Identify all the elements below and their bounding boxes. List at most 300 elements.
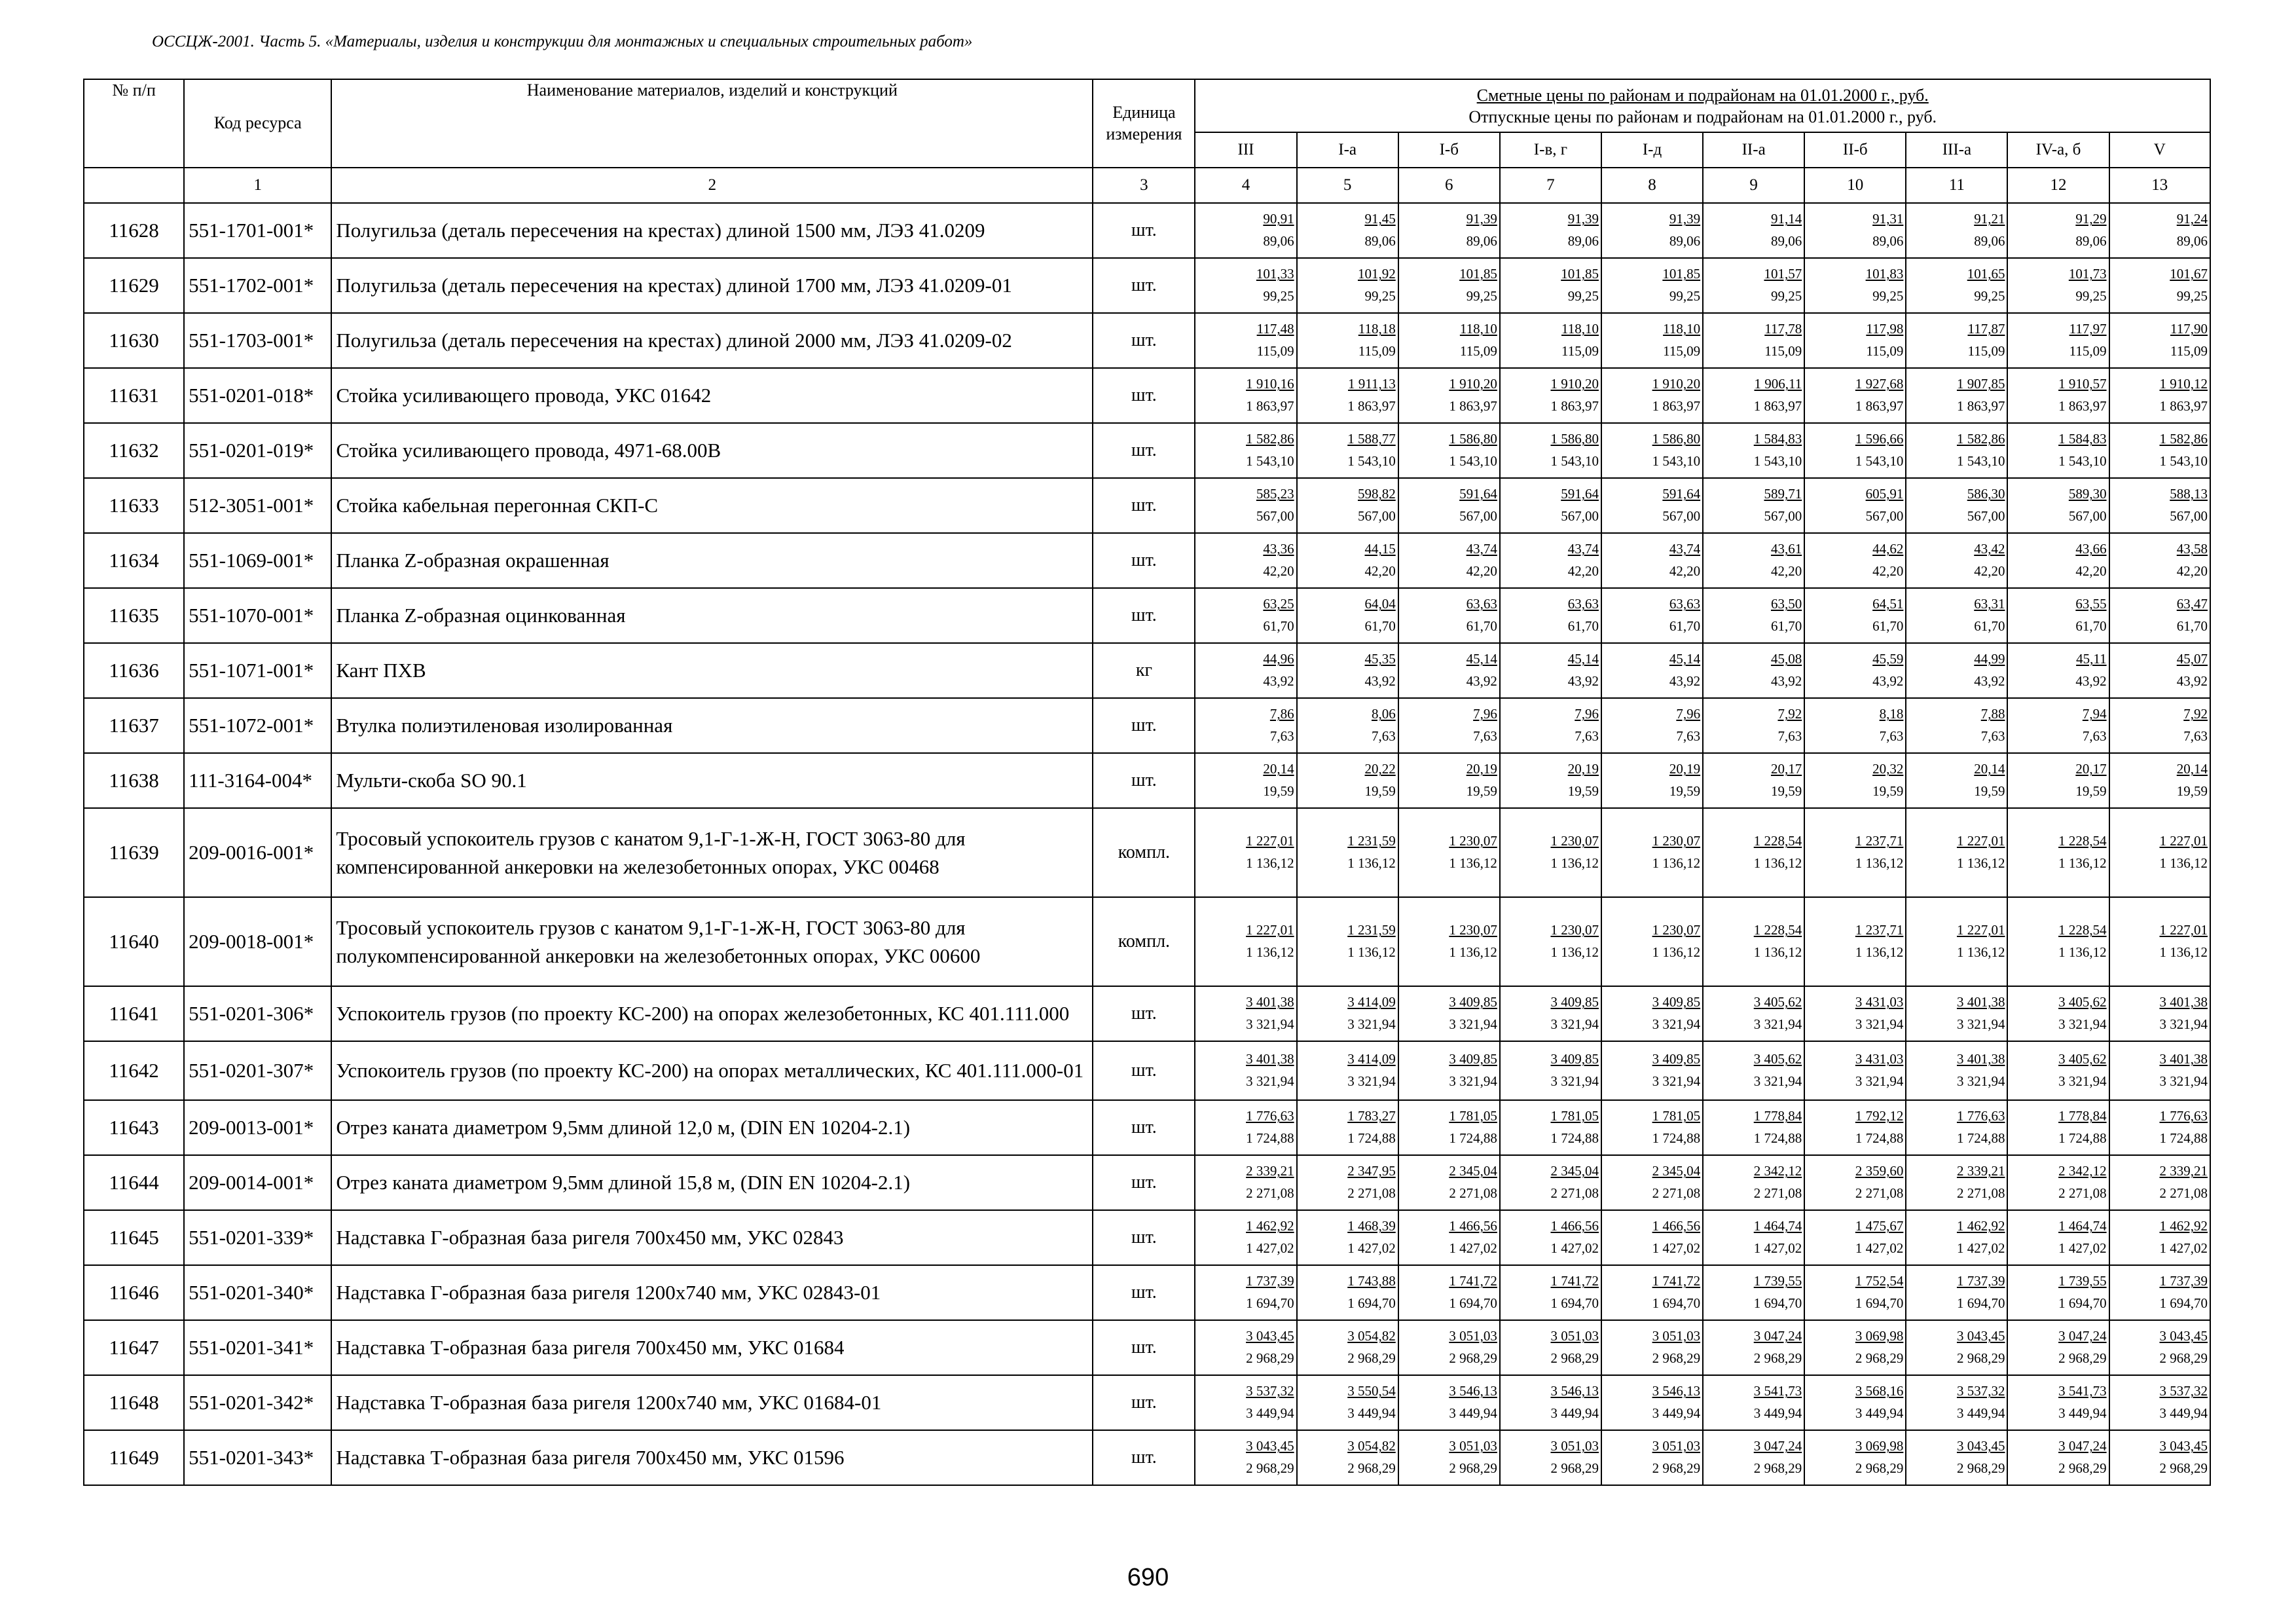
price-cell [1906,698,2007,753]
price-cell [1601,986,1703,1041]
estimate-price: 1 927,68 [1855,376,1904,392]
release-price: 2 271,08 [1753,1185,1802,1201]
price-cell [1804,478,1906,533]
price-cell [1297,808,1398,897]
estimate-price: 1 586,80 [1550,431,1599,447]
estimate-price: 101,33 [1256,266,1294,282]
resource-code: 209-0016-001* [184,808,331,897]
estimate-price: 43,74 [1466,541,1497,557]
price-cell [1703,1100,1804,1155]
release-price: 43,92 [1263,673,1294,689]
unit-cell: кг [1093,643,1195,698]
price-cell [1703,1430,1804,1485]
release-price: 1 724,88 [1246,1130,1294,1146]
price-cell [1906,753,2007,808]
price-cell [1804,423,1906,478]
price-cell [1297,588,1398,643]
price-cell [1297,1375,1398,1430]
resource-code: 551-1701-001* [184,203,331,258]
price-cell [1601,897,1703,986]
table-row [84,643,2210,698]
row-number: 11631 [84,368,184,423]
estimate-price: 1 227,01 [1246,922,1294,938]
price-cell [1906,1041,2007,1100]
price-cell [2007,258,2109,313]
price-cell [1398,368,1500,423]
price-cell [1906,1265,2007,1320]
price-cell [2007,897,2109,986]
price-cell [1601,313,1703,368]
release-price: 3 449,94 [1246,1405,1294,1421]
table-row [84,313,2210,368]
release-price: 115,09 [1967,343,2005,359]
estimate-price: 585,23 [1256,486,1294,502]
estimate-price: 20,32 [1872,761,1904,777]
estimate-price: 3 431,03 [1855,994,1904,1010]
price-cell [1703,313,1804,368]
release-price: 42,20 [1770,563,1802,579]
item-name: Стойка кабельная перегонная СКП-С [331,478,1093,533]
estimate-price: 117,87 [1967,321,2005,337]
estimate-price: 91,14 [1770,211,1802,227]
price-cell [1195,1210,1296,1265]
price-cell [1601,1430,1703,1485]
release-price: 2 968,29 [1246,1350,1294,1366]
item-name: Надставка Т-образная база ригеля 700х450 мм, УКС 01684 [331,1320,1093,1375]
estimate-price: 45,14 [1669,651,1701,667]
estimate-price: 3 043,45 [1246,1328,1294,1344]
estimate-price: 3 069,98 [1855,1438,1904,1454]
estimate-price: 20,19 [1669,761,1701,777]
price-cell [1297,423,1398,478]
release-price: 1 694,70 [1652,1295,1701,1311]
estimate-price: 3 043,45 [1246,1438,1294,1454]
estimate-price: 1 752,54 [1855,1273,1904,1289]
price-cell [1297,478,1398,533]
estimate-price: 118,18 [1358,321,1396,337]
estimate-price: 3 550,54 [1347,1383,1396,1399]
release-price: 3 321,94 [1246,1016,1294,1032]
release-price: 3 321,94 [1347,1073,1396,1089]
estimate-price: 1 792,12 [1855,1108,1904,1124]
estimate-price: 1 466,56 [1652,1218,1701,1234]
price-cell [1195,897,1296,986]
estimate-price: 3 401,38 [1956,994,2005,1010]
estimate-price: 1 781,05 [1449,1108,1497,1124]
release-price: 19,59 [1770,783,1802,799]
release-price: 1 136,12 [1550,944,1599,960]
estimate-price: 91,24 [2176,211,2208,227]
estimate-price: 1 227,01 [2159,833,2208,849]
estimate-price: 1 462,92 [1956,1218,2005,1234]
release-price: 567,00 [2068,508,2107,524]
release-price: 1 136,12 [1449,944,1497,960]
release-price: 1 863,97 [2058,398,2107,414]
region-header: III [1195,132,1296,168]
unit-cell: шт. [1093,1430,1195,1485]
release-price: 1 136,12 [2058,944,2107,960]
table-row [84,1210,2210,1265]
price-cell [1703,588,1804,643]
estimate-price: 1 582,86 [2159,431,2208,447]
estimate-price: 1 230,07 [1449,922,1497,938]
release-price: 1 694,70 [1347,1295,1396,1311]
price-cell [1195,1430,1296,1485]
column-number: 2 [331,168,1093,203]
price-cell [2007,423,2109,478]
estimate-price: 117,78 [1764,321,1802,337]
price-cell [1500,1210,1601,1265]
price-cell [1601,1041,1703,1100]
release-price: 1 427,02 [1956,1240,2005,1256]
release-price: 2 271,08 [1347,1185,1396,1201]
price-cell [1500,478,1601,533]
price-cell [1601,698,1703,753]
estimate-price: 7,86 [1269,706,1294,722]
column-number: 11 [1906,168,2007,203]
price-cell [1500,313,1601,368]
release-price: 115,09 [1459,343,1497,359]
release-price: 1 543,10 [2058,453,2107,469]
estimate-price: 117,90 [2170,321,2208,337]
estimate-price: 91,21 [1974,211,2005,227]
price-cell [1601,643,1703,698]
release-price: 3 321,94 [1550,1016,1599,1032]
resource-code: 551-1702-001* [184,258,331,313]
release-price: 1 694,70 [1550,1295,1599,1311]
price-cell [1703,1155,1804,1210]
release-price: 89,06 [1974,233,2005,249]
release-price: 2 968,29 [1956,1350,2005,1366]
estimate-price: 91,45 [1364,211,1396,227]
price-cell [1297,986,1398,1041]
price-cell [2007,1265,2109,1320]
release-price: 2 968,29 [1449,1350,1497,1366]
resource-code: 209-0014-001* [184,1155,331,1210]
release-price: 99,25 [1567,288,1599,304]
price-cell [1500,1320,1601,1375]
price-cell [1804,533,1906,588]
release-price: 2 968,29 [1449,1460,1497,1476]
estimate-price: 1 464,74 [2058,1218,2107,1234]
price-cell [1703,203,1804,258]
unit-cell: компл. [1093,897,1195,986]
release-price: 89,06 [1364,233,1396,249]
table-row [84,1041,2210,1100]
estimate-price: 3 051,03 [1550,1328,1599,1344]
release-price: 3 321,94 [1855,1073,1904,1089]
price-cell [1804,1320,1906,1375]
estimate-price: 118,10 [1561,321,1599,337]
release-price: 1 543,10 [1956,453,2005,469]
estimate-price: 1 230,07 [1449,833,1497,849]
estimate-price: 1 231,59 [1347,922,1396,938]
price-cell [1500,203,1601,258]
estimate-price: 1 586,80 [1652,431,1701,447]
release-price: 7,63 [1269,728,1294,744]
release-price: 2 968,29 [1855,1350,1904,1366]
release-price: 89,06 [1770,233,1802,249]
region-header: I-б [1398,132,1500,168]
estimate-price: 1 776,63 [2159,1108,2208,1124]
estimate-price: 1 778,84 [2058,1108,2107,1124]
estimate-price: 3 401,38 [1246,1051,1294,1067]
table-row [84,258,2210,313]
release-price: 7,63 [1575,728,1599,744]
release-price: 7,63 [1371,728,1396,744]
estimate-price: 591,64 [1561,486,1599,502]
release-price: 99,25 [2176,288,2208,304]
estimate-price: 7,88 [1980,706,2005,722]
estimate-price: 1 596,66 [1855,431,1904,447]
resource-code: 512-3051-001* [184,478,331,533]
estimate-price: 3 546,13 [1449,1383,1497,1399]
estimate-price: 1 237,71 [1855,922,1904,938]
release-price: 7,63 [1879,728,1904,744]
release-price: 2 968,29 [1347,1350,1396,1366]
price-cell [1703,478,1804,533]
release-price: 1 724,88 [1855,1130,1904,1146]
price-cell [1703,897,1804,986]
price-cell [1195,1375,1296,1430]
release-price: 2 968,29 [1855,1460,1904,1476]
release-price: 1 863,97 [1956,398,2005,414]
price-cell [1398,1155,1500,1210]
price-cell [1703,368,1804,423]
release-price: 115,09 [2170,343,2208,359]
item-name: Тросовый успокоитель грузов с канатом 9,1-Г-1-Ж-Н, ГОСТ 3063-80 для компенсированной анкеровки на железобетонных опорах, УКС 00468 [331,808,1093,897]
estimate-price: 1 227,01 [1246,833,1294,849]
estimate-price: 20,17 [2075,761,2107,777]
price-cell [2007,1320,2109,1375]
estimate-price: 101,67 [2170,266,2208,282]
estimate-price: 3 409,85 [1449,994,1497,1010]
table-row [84,368,2210,423]
row-number: 11633 [84,478,184,533]
estimate-price: 1 462,92 [1246,1218,1294,1234]
release-price: 1 136,12 [1753,855,1802,871]
release-price: 1 136,12 [2159,944,2208,960]
release-price: 567,00 [1662,508,1701,524]
release-price: 42,20 [1466,563,1497,579]
item-name: Полугильза (деталь пересечения на крестах) длиной 2000 мм, ЛЭЗ 41.0209-02 [331,313,1093,368]
row-number: 11649 [84,1430,184,1485]
release-price: 3 449,94 [2159,1405,2208,1421]
estimate-price: 3 069,98 [1855,1328,1904,1344]
release-price: 115,09 [1358,343,1396,359]
resource-code: 551-1703-001* [184,313,331,368]
row-number: 11644 [84,1155,184,1210]
estimate-price: 1 582,86 [1956,431,2005,447]
price-cell [1398,643,1500,698]
unit-cell: шт. [1093,588,1195,643]
price-cell [1398,478,1500,533]
price-cell [2007,1210,2109,1265]
price-cell [1500,1265,1601,1320]
table-row [84,203,2210,258]
estimate-price: 20,22 [1364,761,1396,777]
release-price: 2 271,08 [1652,1185,1701,1201]
price-cell [1297,1210,1398,1265]
unit-cell: шт. [1093,1155,1195,1210]
estimate-price: 1 230,07 [1550,833,1599,849]
release-price: 2 271,08 [1449,1185,1497,1201]
price-cell [1297,1155,1398,1210]
estimate-price: 1 911,13 [1347,376,1396,392]
release-price: 99,25 [1263,288,1294,304]
estimate-price: 63,63 [1669,596,1701,612]
price-cell [2007,1375,2109,1430]
estimate-price: 2 347,95 [1347,1163,1396,1179]
estimate-price: 1 783,27 [1347,1108,1396,1124]
item-name: Стойка усиливающего провода, УКС 01642 [331,368,1093,423]
release-price: 7,63 [1676,728,1701,744]
release-price: 89,06 [1872,233,1904,249]
release-price: 567,00 [1357,508,1396,524]
estimate-price: 63,55 [2075,596,2107,612]
column-number: 12 [2007,168,2109,203]
release-price: 1 724,88 [2159,1130,2208,1146]
release-price: 1 543,10 [2159,453,2208,469]
estimate-price: 63,63 [1466,596,1497,612]
release-price: 3 449,94 [1550,1405,1599,1421]
price-cell [1398,423,1500,478]
header-num: № п/п [84,79,184,168]
table-row [84,478,2210,533]
price-cell [1195,313,1296,368]
release-price: 1 543,10 [1246,453,1294,469]
price-cell [1297,698,1398,753]
estimate-price: 20,14 [1263,761,1294,777]
table-row [84,1265,2210,1320]
price-cell [1500,643,1601,698]
release-price: 1 136,12 [1347,855,1396,871]
header-unit: Единица измерения [1093,79,1195,168]
release-price: 1 136,12 [1246,855,1294,871]
price-cell [2007,203,2109,258]
release-price: 2 968,29 [2159,1460,2208,1476]
price-cell [2007,1155,2109,1210]
release-price: 19,59 [1567,783,1599,799]
region-header: I-д [1601,132,1703,168]
price-cell [1195,1155,1296,1210]
estimate-price: 3 431,03 [1855,1051,1904,1067]
price-cell [1398,1100,1500,1155]
table-row [84,1155,2210,1210]
estimate-price: 45,07 [2176,651,2208,667]
price-cell [1297,258,1398,313]
price-cell [2109,897,2210,986]
release-price: 1 427,02 [1550,1240,1599,1256]
release-price: 1 543,10 [1449,453,1497,469]
estimate-price: 2 359,60 [1855,1163,1904,1179]
release-price: 2 968,29 [1652,1460,1701,1476]
estimate-price: 1 227,01 [2159,922,2208,938]
release-price: 2 968,29 [1753,1460,1802,1476]
item-name: Стойка усиливающего провода, 4971-68.00В [331,423,1093,478]
release-price: 1 427,02 [1449,1240,1497,1256]
estimate-price: 44,15 [1364,541,1396,557]
price-cell [1297,313,1398,368]
estimate-price: 101,85 [1459,266,1497,282]
table-body [84,203,2210,1485]
release-price: 1 863,97 [1449,398,1497,414]
estimate-price: 117,48 [1256,321,1294,337]
column-number-row [84,168,2210,203]
release-price: 567,00 [1561,508,1599,524]
price-cell [2109,1155,2210,1210]
release-price: 61,70 [1974,618,2005,634]
price-cell [1398,986,1500,1041]
estimate-price: 598,82 [1357,486,1396,502]
release-price: 3 321,94 [1956,1016,2005,1032]
estimate-price: 3 405,62 [2058,1051,2107,1067]
estimate-price: 2 339,21 [2159,1163,2208,1179]
price-cell [2109,1265,2210,1320]
estimate-price: 3 568,16 [1855,1383,1904,1399]
price-cell [1601,808,1703,897]
release-price: 3 321,94 [1652,1073,1701,1089]
price-cell [1500,753,1601,808]
estimate-price: 3 414,09 [1347,994,1396,1010]
resource-code: 551-1072-001* [184,698,331,753]
price-cell [1297,1320,1398,1375]
estimate-price: 3 409,85 [1652,994,1701,1010]
release-price: 99,25 [2075,288,2107,304]
price-cell [1601,1155,1703,1210]
row-number: 11647 [84,1320,184,1375]
estimate-price: 3 546,13 [1550,1383,1599,1399]
estimate-price: 3 414,09 [1347,1051,1396,1067]
release-price: 1 724,88 [1956,1130,2005,1146]
release-price: 99,25 [1466,288,1497,304]
column-number: 3 [1093,168,1195,203]
price-cell [1297,1100,1398,1155]
estimate-price: 91,39 [1466,211,1497,227]
release-price: 7,63 [1980,728,2005,744]
estimate-price: 7,96 [1575,706,1599,722]
estimate-price: 1 464,74 [1753,1218,1802,1234]
estimate-price: 1 778,84 [1753,1108,1802,1124]
price-cell [2007,1041,2109,1100]
estimate-price: 1 228,54 [1753,922,1802,938]
estimate-price: 43,36 [1263,541,1294,557]
item-name: Успокоитель грузов (по проекту КС-200) на опорах металлических, КС 401.111.000-01 [331,1041,1093,1100]
unit-cell: шт. [1093,368,1195,423]
column-number: 5 [1297,168,1398,203]
resource-code: 551-0201-019* [184,423,331,478]
release-price: 99,25 [1364,288,1396,304]
column-number: 10 [1804,168,1906,203]
page-number: 690 [1127,1564,1169,1591]
row-number: 11646 [84,1265,184,1320]
item-name: Успокоитель грузов (по проекту КС-200) на опорах железобетонных, КС 401.111.000 [331,986,1093,1041]
price-cell [2109,1375,2210,1430]
release-price: 99,25 [1770,288,1802,304]
release-price: 1 863,97 [2159,398,2208,414]
release-price: 42,20 [1669,563,1701,579]
release-price: 3 321,94 [1550,1073,1599,1089]
release-price: 1 863,97 [1347,398,1396,414]
resource-code: 551-1069-001* [184,533,331,588]
resource-code: 551-0201-018* [184,368,331,423]
price-cell [1601,368,1703,423]
release-price: 99,25 [1872,288,1904,304]
estimate-price: 589,30 [2068,486,2107,502]
release-price: 3 321,94 [1855,1016,1904,1032]
price-cell [1703,1210,1804,1265]
estimate-price: 3 051,03 [1449,1438,1497,1454]
